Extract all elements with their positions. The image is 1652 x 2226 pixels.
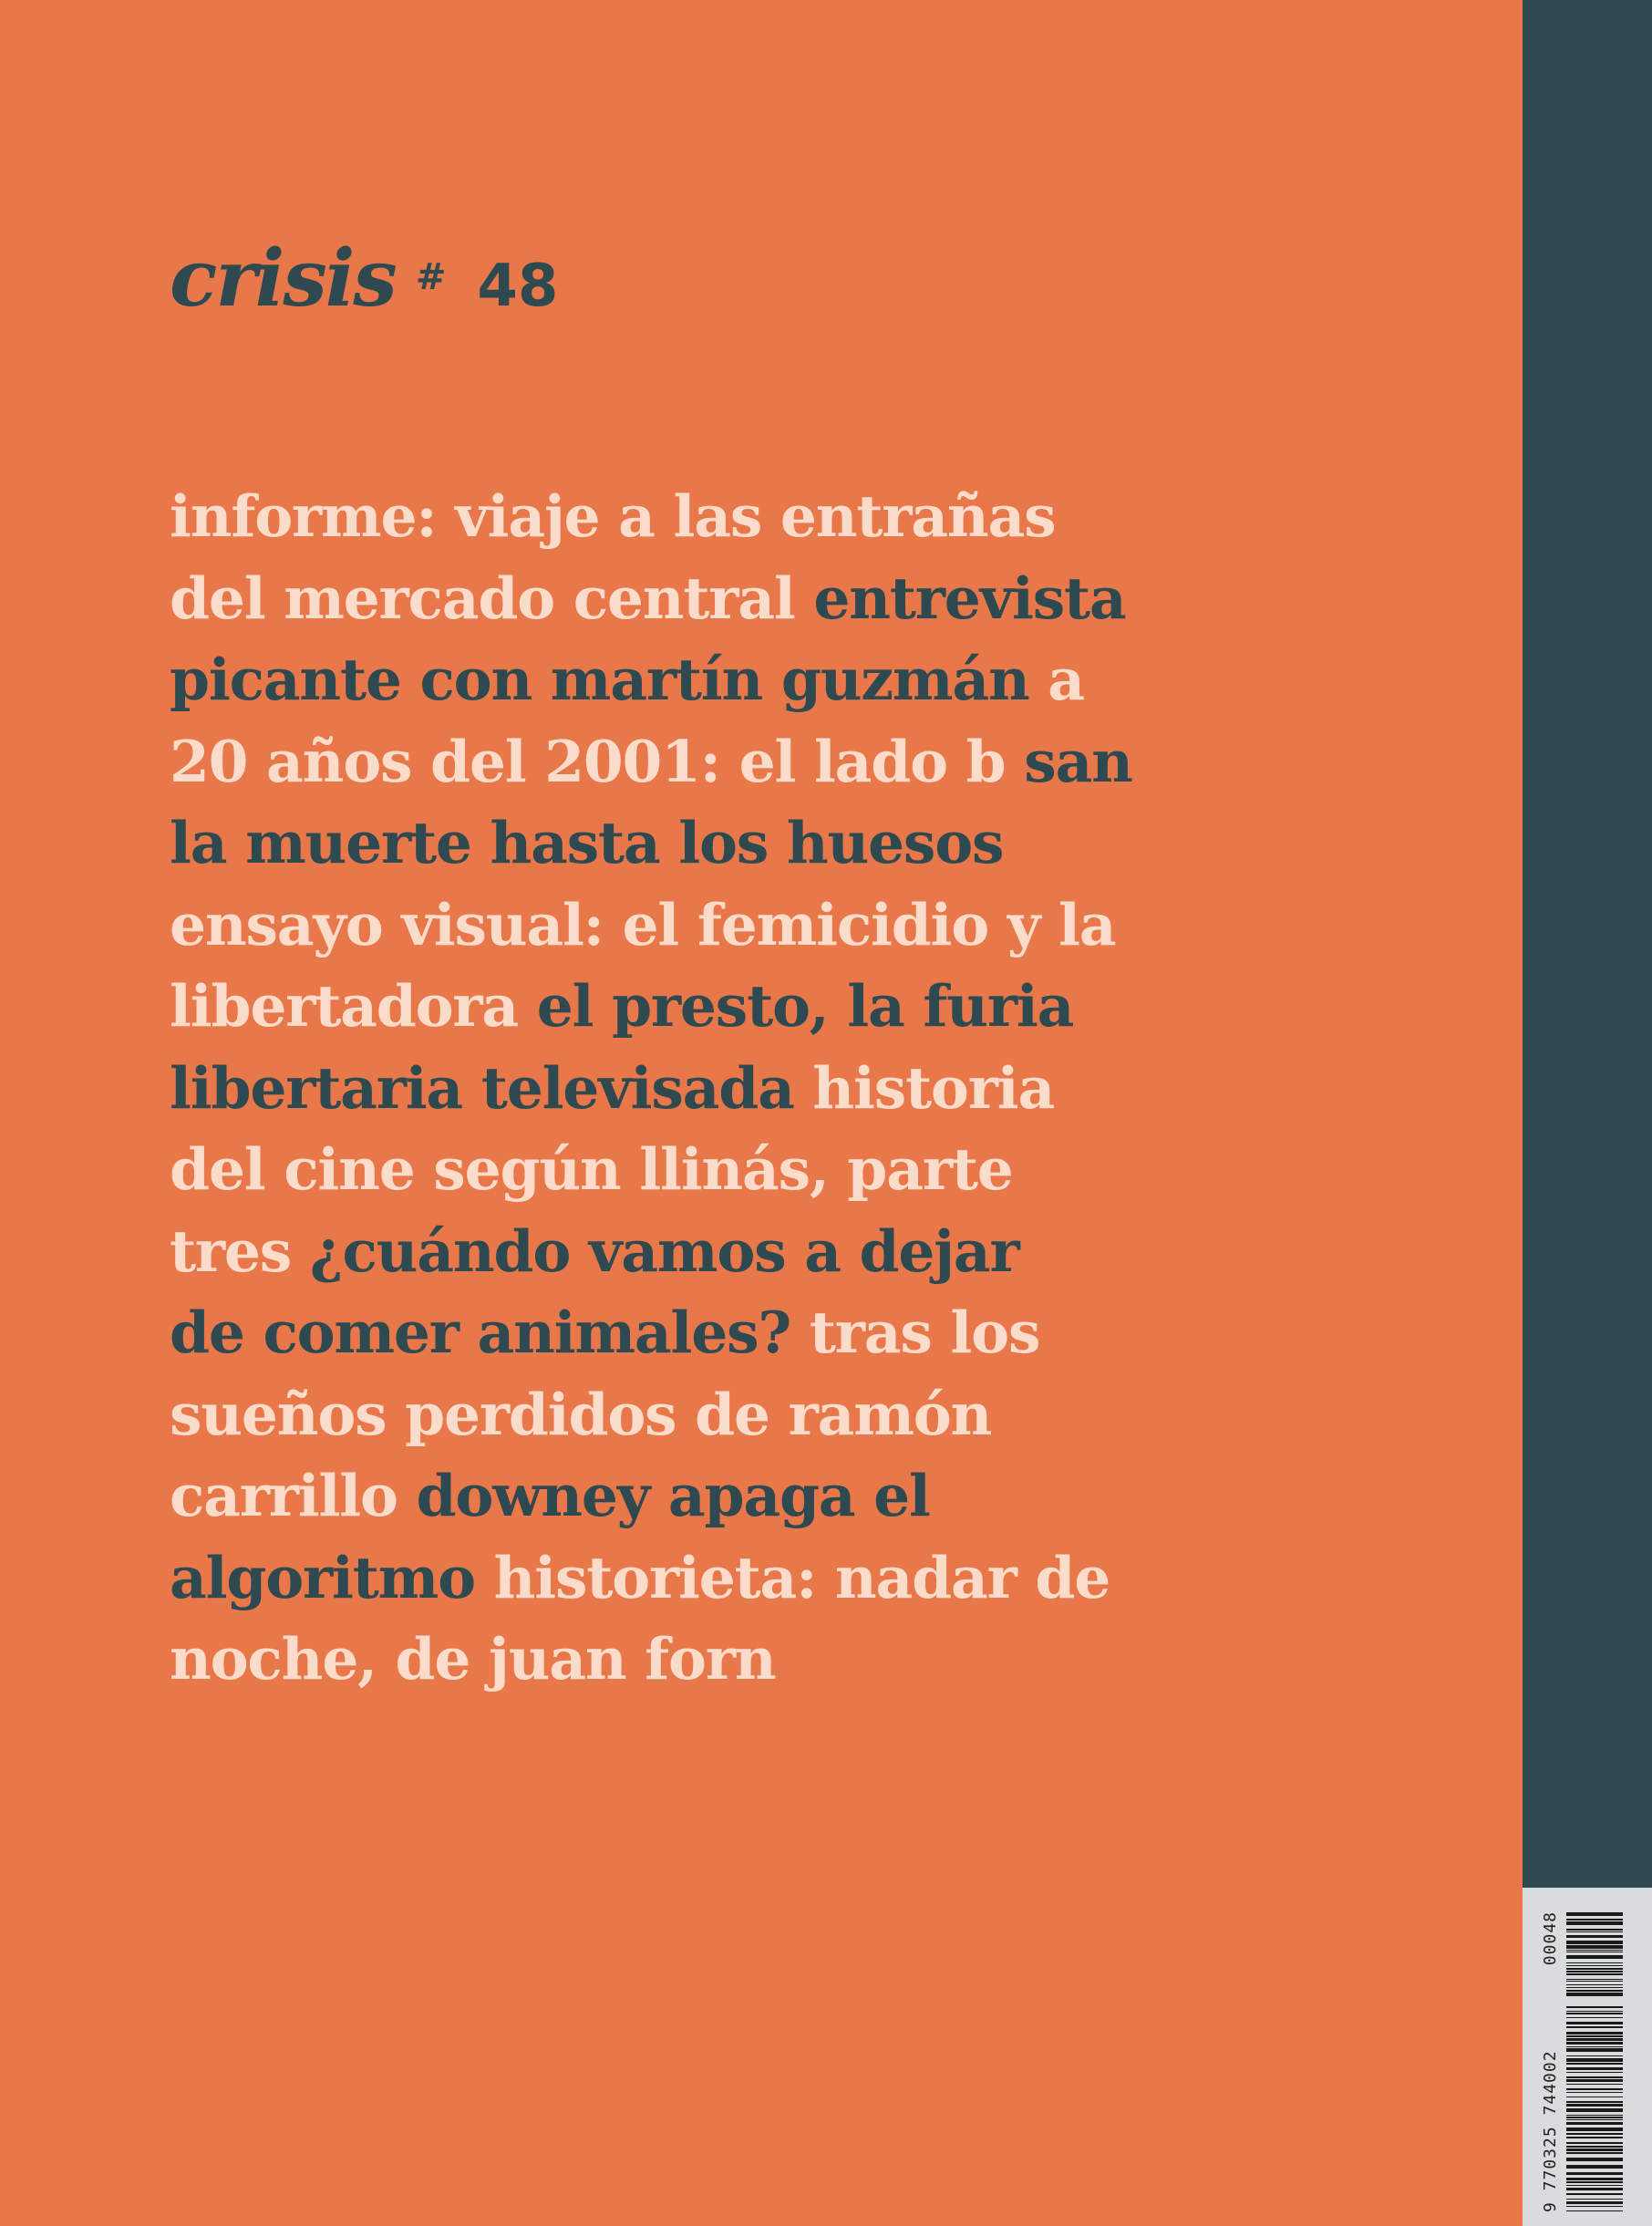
barcode-bar [1566, 2119, 1623, 2120]
contents-line [170, 639, 1245, 721]
contents-line [170, 1292, 1245, 1374]
barcode-bar [1566, 2026, 1623, 2028]
contents-line [170, 1048, 1245, 1130]
barcode-bar [1566, 1955, 1623, 1959]
contents-line [170, 1619, 1245, 1701]
contents-line [170, 1455, 1245, 1537]
barcode-bar [1566, 2115, 1623, 2116]
barcode-bar [1566, 2032, 1623, 2034]
barcode-digits [1541, 1911, 1564, 2212]
barcode-bar [1566, 2181, 1623, 2183]
barcode-bar [1566, 2013, 1623, 2014]
barcode-bar [1566, 1929, 1623, 1931]
barcode-main-digits: 9 770325 744002 [1541, 2050, 1560, 2212]
barcode-bar [1566, 1962, 1623, 1963]
barcode-bar [1566, 2165, 1623, 2169]
barcode-bar [1566, 1979, 1623, 1980]
contents-line [170, 966, 1245, 1048]
contents-segment: informe: viaje a las entrañas [170, 482, 1056, 550]
barcode-bar [1566, 2006, 1623, 2008]
barcode-bar [1566, 2022, 1623, 2024]
contents-segment: tras los [809, 1299, 1040, 1366]
barcode-bar [1566, 2067, 1623, 2070]
barcode-bar [1566, 1935, 1623, 1938]
barcode-bar [1566, 1984, 1623, 1985]
barcode-bar [1566, 1981, 1623, 1982]
contents-segment: del cine según llinás, parte [170, 1135, 1013, 1203]
issue-hash: # [415, 256, 447, 298]
contents-line [170, 721, 1245, 803]
contents-segment: el presto, la furia [536, 972, 1074, 1040]
issue-number: 48 [477, 253, 559, 320]
barcode-bar [1566, 1993, 1623, 1996]
barcode-bar [1566, 2072, 1623, 2073]
contents-segment: picante con martín guzmán [170, 646, 1048, 713]
contents-segment: algoritmo [170, 1543, 494, 1611]
contents-line [170, 1211, 1245, 1293]
contents-line [170, 1537, 1245, 1620]
barcode-bar [1566, 2201, 1623, 2204]
barcode-bar [1566, 2035, 1623, 2037]
contents-segment: noche, de juan forn [170, 1625, 776, 1693]
contents-segment: carrillo [170, 1462, 417, 1529]
barcode-bar [1566, 2133, 1623, 2135]
barcode-bar [1566, 2146, 1623, 2148]
barcode-bar [1566, 2148, 1623, 2151]
barcode-bar [1566, 2011, 1623, 2012]
contents-segment: tres [170, 1217, 310, 1285]
barcode-bar [1566, 2193, 1623, 2195]
barcode-bar [1566, 1921, 1623, 1925]
barcode-bar [1566, 1965, 1623, 1966]
barcode-bar [1566, 2188, 1623, 2190]
barcode-bar [1566, 2084, 1623, 2085]
barcode-bar [1566, 2063, 1623, 2065]
contents-segment: del mercado central [170, 564, 814, 632]
barcode-bar [1566, 2092, 1623, 2093]
barcode-bar [1566, 2042, 1623, 2045]
spine-band [1523, 0, 1652, 1888]
barcode-bar [1566, 2172, 1623, 2175]
barcode-bar [1566, 2122, 1623, 2125]
barcode-bar [1566, 2137, 1623, 2138]
contents-line [170, 558, 1245, 640]
barcode-bar [1566, 2210, 1623, 2211]
contents-segment: libertaria televisada [170, 1053, 813, 1122]
barcode-bar [1566, 1912, 1623, 1916]
contents-line [170, 802, 1245, 885]
contents-line [170, 476, 1245, 558]
barcode-bar [1566, 1971, 1623, 1972]
barcode-bar [1566, 2101, 1623, 2103]
barcode-bar [1566, 2046, 1623, 2047]
barcode-bar [1566, 1990, 1623, 1992]
barcode-bar [1566, 1919, 1623, 1921]
contents-segment: a [1048, 646, 1084, 713]
barcode-bar [1566, 2178, 1623, 2180]
barcode-bar [1566, 2104, 1623, 2107]
contents-segment: ¿cuándo vamos a dejar [309, 1217, 1019, 1285]
barcode-bar [1566, 2088, 1623, 2090]
barcode-bar [1566, 1945, 1623, 1949]
barcode-bar [1566, 2199, 1623, 2200]
barcode-bar [1566, 2117, 1623, 2118]
barcode-bar [1566, 1973, 1623, 1975]
barcode-bar [1566, 1987, 1623, 1988]
barcode-bar [1566, 2048, 1623, 2052]
barcode-bar [1566, 2128, 1623, 2131]
barcode-bar [1566, 2206, 1623, 2207]
barcode-bar [1566, 2076, 1623, 2078]
barcode-bar [1566, 2079, 1623, 2082]
contents-segment: libertadora [170, 972, 537, 1040]
barcode-bar [1566, 2158, 1623, 2161]
contents-segment: 20 años del 2001: el lado b [170, 727, 1025, 795]
masthead [170, 233, 558, 333]
contents-segment: historieta: nadar de [493, 1543, 1110, 1611]
contents-segment: la muerte hasta los huesos [170, 809, 1004, 876]
barcode-bar [1566, 1941, 1623, 1944]
barcode-bar [1566, 2055, 1623, 2056]
contents-segment: historia [812, 1053, 1055, 1122]
contents-line [170, 885, 1245, 967]
barcode-bar [1566, 2142, 1623, 2144]
barcode-bar [1566, 2152, 1623, 2154]
barcode-bar [1566, 1968, 1623, 1970]
barcode-bar [1566, 2185, 1623, 2186]
barcode-bar [1566, 1950, 1623, 1951]
barcode-bar [1566, 2017, 1623, 2018]
contents-segment: san [1024, 727, 1132, 795]
contents-segment: ensayo visual: el femicidio y la [170, 890, 1116, 958]
contents-list [170, 476, 1245, 1701]
contents-segment: sueños perdidos de ramón [170, 1380, 992, 1448]
barcode-bar [1566, 2058, 1623, 2062]
contents-segment: downey apaga el [416, 1462, 930, 1529]
barcode-bar [1566, 1931, 1623, 1932]
barcode-bar [1566, 2108, 1623, 2112]
barcode-addon-digits: 00048 [1541, 1911, 1560, 1966]
contents-line [170, 1129, 1245, 1211]
contents-segment: entrevista [813, 564, 1126, 632]
crisis-logo: crisis [170, 233, 396, 325]
contents-line [170, 1374, 1245, 1456]
barcode-bar [1566, 2038, 1623, 2041]
contents-segment: de comer animales? [170, 1299, 810, 1366]
